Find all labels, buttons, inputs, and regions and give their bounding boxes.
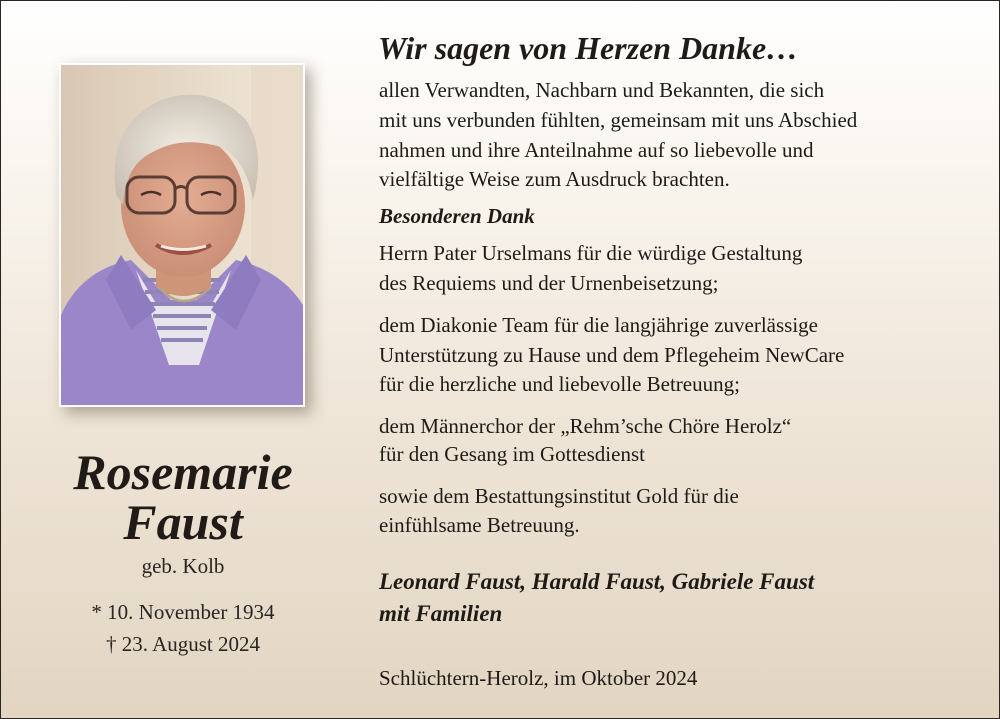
thanks-paragraph-line: für den Gesang im Gottesdienst (379, 442, 645, 466)
death-date: † 23. August 2024 (105, 632, 260, 656)
birth-date: * 10. November 1934 (91, 600, 275, 624)
thanks-paragraph-line: Herrn Pater Urselmans für die würdige Gestaltung (379, 241, 803, 265)
deceased-last-name: Faust (123, 494, 243, 550)
thanks-heading: Wir sagen von Herzen Danke… (378, 30, 799, 66)
thanks-paragraph-line: Unterstützung zu Hause und dem Pflegeheim NewCare (379, 343, 845, 367)
intro-line: allen Verwandten, Nachbarn und Bekannten, die sich (379, 78, 825, 102)
thanks-paragraph-line: einfühlsame Betreuung. (379, 513, 580, 537)
portrait-photo (59, 63, 305, 407)
thanks-paragraph-line: sowie dem Bestattungsinstitut Gold für die (379, 484, 739, 508)
deceased-first-name: Rosemarie (73, 444, 293, 500)
intro-line: nahmen und ihre Anteilnahme auf so liebevolle und (379, 138, 814, 162)
special-thanks-heading: Besonderen Dank (379, 204, 535, 228)
thanks-paragraph-line: dem Männerchor der „Rehm’sche Chöre Herolz“ (379, 414, 792, 438)
intro-line: vielfältige Weise zum Ausdruck brachten. (379, 167, 730, 191)
place-and-date: Schlüchtern-Herolz, im Oktober 2024 (379, 666, 698, 690)
signature-names: Leonard Faust, Harald Faust, Gabriele Faust (379, 569, 815, 594)
thanks-paragraph-line: des Requiems und der Urnenbeisetzung; (379, 271, 719, 295)
thanks-paragraph-line: dem Diakonie Team für die langjährige zuverlässige (379, 313, 818, 337)
birth-name: geb. Kolb (141, 554, 225, 578)
thanks-paragraph-line: für die herzliche und liebevolle Betreuung; (379, 372, 740, 396)
signature-families: mit Familien (379, 601, 503, 626)
intro-line: mit uns verbunden fühlten, gemeinsam mit uns Abschied (379, 108, 858, 132)
